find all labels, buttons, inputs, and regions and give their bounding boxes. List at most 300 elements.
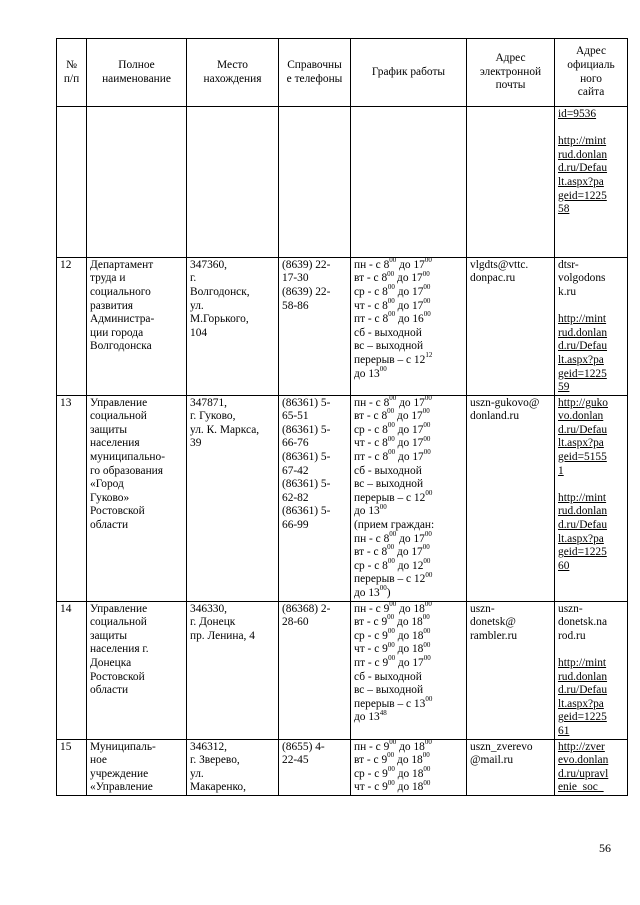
schedule-text: перерыв – с 12 bbox=[354, 491, 426, 504]
website-link[interactable]: geid=1225 bbox=[558, 546, 607, 559]
schedule-line bbox=[354, 310, 464, 327]
schedule-text: вс – выходной bbox=[354, 684, 424, 697]
website-link[interactable]: http://guko bbox=[558, 396, 608, 409]
org-name-line: Ростовской bbox=[90, 670, 145, 683]
org-address-line: ул. bbox=[190, 299, 204, 312]
org-address-cell bbox=[187, 257, 279, 395]
row-number: 12 bbox=[57, 257, 87, 395]
schedule-minutes: 00 bbox=[387, 640, 395, 649]
header-text-line: Справочны bbox=[287, 58, 342, 71]
schedule-minutes: 00 bbox=[425, 694, 433, 703]
schedule-line bbox=[354, 489, 464, 506]
org-name-cell bbox=[87, 257, 187, 395]
schedule-line bbox=[354, 327, 464, 341]
website-link[interactable]: http://zver bbox=[558, 740, 605, 753]
schedule-text: до 17 bbox=[394, 410, 423, 423]
schedule-line bbox=[354, 529, 464, 547]
org-phone-line: (86361) 5- bbox=[282, 451, 331, 464]
schedule-minutes: 00 bbox=[389, 255, 397, 264]
schedule-minutes: 00 bbox=[423, 296, 431, 305]
header-email bbox=[467, 39, 555, 107]
schedule-text: вс – выходной bbox=[354, 340, 424, 353]
website-link[interactable]: evo.donlan bbox=[558, 754, 609, 767]
schedule-text: до 13 bbox=[354, 367, 380, 380]
org-name-line: Управление bbox=[90, 602, 148, 615]
schedule-line bbox=[354, 694, 464, 712]
schedule-line bbox=[354, 283, 464, 300]
org-name-line: Волгодонска bbox=[90, 340, 152, 353]
website-link[interactable]: geid=5155 bbox=[558, 451, 607, 464]
schedule-text: до 13 bbox=[354, 505, 380, 518]
website-link[interactable]: d.ru/upravl bbox=[558, 767, 609, 780]
org-phone-line: (8639) 22- bbox=[282, 285, 331, 298]
schedule-line bbox=[354, 654, 464, 671]
email-line: @mail.ru bbox=[470, 754, 514, 767]
website-link[interactable]: lt.aspx?pa bbox=[558, 532, 604, 545]
schedule-line bbox=[354, 502, 464, 519]
header-text-line: наименование bbox=[102, 72, 171, 85]
schedule-minutes: 00 bbox=[387, 626, 395, 635]
schedule-minutes: 00 bbox=[387, 407, 395, 416]
schedule-line bbox=[354, 737, 464, 755]
schedule-minutes: 00 bbox=[389, 529, 397, 538]
schedule-text: до 16 bbox=[395, 313, 424, 326]
website-cell bbox=[555, 395, 628, 601]
schedule-text: до 17 bbox=[396, 396, 425, 409]
schedule-line bbox=[354, 570, 464, 587]
org-phone-line: 67-42 bbox=[282, 464, 309, 477]
website-cell bbox=[555, 107, 628, 258]
org-address-line: пр. Ленина, 4 bbox=[190, 629, 255, 642]
schedule-line bbox=[354, 626, 464, 644]
schedule-minutes: 12 bbox=[425, 351, 433, 360]
org-phone-line: 28-60 bbox=[282, 616, 309, 629]
org-phone-line: 17-30 bbox=[282, 272, 309, 285]
schedule-line bbox=[354, 671, 464, 685]
schedule-text: ) bbox=[386, 587, 391, 599]
org-name-line: го образования bbox=[90, 464, 164, 477]
table-row bbox=[57, 107, 628, 258]
schedule-line bbox=[354, 684, 464, 698]
row-number: 13 bbox=[57, 395, 87, 601]
header-text-line: сайта bbox=[577, 86, 605, 99]
header-num bbox=[57, 39, 87, 107]
schedule-text: чт - с 9 bbox=[354, 643, 388, 656]
website-text: dtsr- bbox=[558, 258, 579, 271]
schedule-text: ср - с 8 bbox=[354, 423, 388, 436]
website-link[interactable]: rud.donlan bbox=[558, 326, 608, 339]
schedule-minutes: 00 bbox=[387, 434, 395, 443]
org-name-line: труда и bbox=[90, 272, 126, 285]
schedule-cell bbox=[351, 395, 467, 601]
org-address-line: ул. К. Маркса, bbox=[190, 423, 260, 436]
header-name bbox=[87, 39, 187, 107]
org-name-line: социального bbox=[90, 285, 151, 298]
schedule-minutes: 00 bbox=[424, 255, 432, 264]
schedule-text: чт - с 9 bbox=[354, 781, 388, 794]
website-link[interactable]: 58 bbox=[558, 203, 570, 216]
schedule-line bbox=[354, 465, 464, 479]
schedule-text: до 17 bbox=[394, 285, 424, 298]
org-name-line: Управление bbox=[90, 396, 148, 409]
org-phone-cell bbox=[279, 107, 351, 258]
schedule-text: перерыв – с 13 bbox=[354, 697, 426, 710]
org-address-line: М.Горького, bbox=[190, 313, 249, 326]
schedule-text: пт - с 8 bbox=[354, 313, 389, 326]
schedule-text: пн - с 8 bbox=[354, 396, 390, 409]
website-link[interactable]: geid=1225 bbox=[558, 367, 607, 380]
schedule-line bbox=[354, 478, 464, 492]
schedule-minutes: 00 bbox=[388, 310, 396, 319]
schedule-text: до 17 bbox=[394, 272, 423, 285]
schedule-minutes: 00 bbox=[389, 393, 397, 402]
schedule-minutes: 00 bbox=[379, 584, 387, 593]
email-line: uszn-gukovo@ bbox=[470, 396, 540, 409]
website-link[interactable]: rud.donlan bbox=[558, 505, 608, 518]
org-name-line: области bbox=[90, 519, 129, 532]
website-link[interactable]: http://mint bbox=[558, 135, 607, 148]
page-number: 56 bbox=[599, 841, 611, 855]
website-link[interactable]: 1 bbox=[558, 464, 564, 477]
website-text: rod.ru bbox=[558, 629, 586, 642]
header-text-line: п/п bbox=[63, 72, 80, 85]
schedule-line bbox=[354, 708, 464, 725]
schedule-minutes: 00 bbox=[425, 570, 433, 579]
schedule-line bbox=[354, 599, 464, 617]
table-row bbox=[57, 257, 628, 395]
header-text-line: официаль bbox=[567, 58, 615, 71]
org-name-line: Донецка bbox=[90, 656, 132, 669]
schedule-text: вс – выходной bbox=[354, 478, 424, 491]
schedule-line bbox=[354, 364, 464, 382]
schedule-text: до 13 bbox=[354, 711, 380, 724]
website-link[interactable]: geid=1225 bbox=[558, 711, 607, 724]
schedule-minutes: 00 bbox=[387, 421, 395, 430]
schedule-minutes: 00 bbox=[388, 448, 396, 457]
org-address-line: г. bbox=[190, 272, 197, 285]
header-schedule bbox=[351, 39, 467, 107]
website-link[interactable]: lt.aspx?pa bbox=[558, 175, 604, 188]
email-cell bbox=[467, 739, 555, 795]
org-name-line: «Управление bbox=[90, 781, 153, 794]
website-cell bbox=[555, 739, 628, 795]
schedule-text: перерыв – с 12 bbox=[354, 353, 426, 366]
org-address-line: 39 bbox=[190, 437, 202, 450]
org-phone-cell bbox=[279, 739, 351, 795]
website-link[interactable]: http://mint bbox=[558, 313, 607, 326]
schedule-minutes: 00 bbox=[379, 502, 387, 511]
org-phone-cell bbox=[279, 257, 351, 395]
email-line: uszn_zverevo bbox=[470, 740, 533, 753]
institutions-table bbox=[56, 38, 628, 796]
website-link[interactable]: geid=1225 bbox=[558, 189, 607, 202]
schedule-minutes: 00 bbox=[422, 269, 430, 278]
schedule-line bbox=[354, 340, 464, 354]
email-cell bbox=[467, 601, 555, 739]
org-phone-line: 66-76 bbox=[282, 437, 309, 450]
schedule-minutes: 00 bbox=[423, 557, 431, 566]
schedule-minutes: 00 bbox=[379, 364, 387, 373]
website-link[interactable]: lt.aspx?pa bbox=[558, 353, 604, 366]
header-text-line: График работы bbox=[371, 65, 446, 78]
schedule-text: пн - с 8 bbox=[354, 532, 390, 545]
website-link[interactable]: 59 bbox=[558, 381, 570, 394]
schedule-line bbox=[354, 448, 464, 465]
org-address-line: г. Гуково, bbox=[190, 410, 236, 423]
website-text: uszn- bbox=[558, 602, 583, 615]
schedule-line bbox=[354, 393, 464, 411]
schedule-text: до 18 bbox=[394, 781, 424, 794]
org-name-line: области bbox=[90, 684, 129, 697]
org-address-line: 346330, bbox=[190, 602, 228, 615]
org-phone-line: (8639) 22- bbox=[282, 258, 331, 271]
website-link[interactable]: d.ru/Defau bbox=[558, 423, 608, 436]
org-phone-cell bbox=[279, 395, 351, 601]
schedule-text: до 18 bbox=[394, 754, 423, 767]
org-address-cell bbox=[187, 739, 279, 795]
schedule-minutes: 00 bbox=[423, 310, 431, 319]
schedule-minutes: 00 bbox=[425, 489, 433, 498]
org-address-cell bbox=[187, 107, 279, 258]
email-line: uszn- bbox=[470, 602, 495, 615]
website-link[interactable]: rud.donlan bbox=[558, 148, 608, 161]
email-line: rambler.ru bbox=[470, 629, 518, 642]
email-cell bbox=[467, 107, 555, 258]
schedule-text: ср - с 9 bbox=[354, 767, 388, 780]
org-phone-line: 58-86 bbox=[282, 299, 309, 312]
email-cell bbox=[467, 395, 555, 601]
website-link[interactable]: lt.aspx?pa bbox=[558, 697, 604, 710]
schedule-text: до 17 bbox=[394, 299, 424, 312]
schedule-line bbox=[354, 296, 464, 314]
org-phone-line: 66-99 bbox=[282, 519, 309, 532]
email-cell bbox=[467, 257, 555, 395]
schedule-minutes: 00 bbox=[423, 764, 431, 773]
schedule-minutes: 00 bbox=[387, 778, 395, 787]
schedule-text: (прием граждан: bbox=[354, 519, 435, 532]
schedule-line bbox=[354, 255, 464, 273]
schedule-minutes: 00 bbox=[424, 393, 432, 402]
website-link[interactable]: http://mint bbox=[558, 656, 607, 669]
table-row bbox=[57, 395, 628, 601]
org-name-cell bbox=[87, 739, 187, 795]
schedule-text: до 18 bbox=[394, 629, 424, 642]
org-phone-line: (86361) 5- bbox=[282, 478, 331, 491]
schedule-text: перерыв – с 12 bbox=[354, 573, 426, 586]
schedule-text: ср - с 9 bbox=[354, 629, 388, 642]
schedule-minutes: 00 bbox=[422, 613, 430, 622]
header-phone bbox=[279, 39, 351, 107]
schedule-minutes: 00 bbox=[422, 543, 430, 552]
website-link[interactable]: 61 bbox=[558, 724, 570, 737]
schedule-line bbox=[354, 613, 464, 630]
schedule-text: сб - выходной bbox=[354, 670, 422, 683]
org-name-line: защиты bbox=[90, 629, 128, 642]
schedule-text: до 17 bbox=[394, 437, 424, 450]
schedule-text: до 18 bbox=[394, 767, 424, 780]
schedule-text: до 17 bbox=[396, 532, 425, 545]
org-address-cell bbox=[187, 601, 279, 739]
spacer bbox=[558, 478, 625, 492]
website-link[interactable]: vo.donlan bbox=[558, 410, 604, 423]
org-name-line: защиты bbox=[90, 423, 128, 436]
header-text-line: электронной bbox=[479, 65, 542, 78]
org-name-line: ное bbox=[90, 754, 107, 767]
spacer bbox=[558, 300, 625, 314]
schedule-minutes: 00 bbox=[387, 283, 395, 292]
schedule-text: чт - с 8 bbox=[354, 437, 388, 450]
schedule-minutes: 00 bbox=[423, 778, 431, 787]
org-name-line: учреждение bbox=[90, 767, 149, 780]
org-address-line: Волгодонск, bbox=[190, 285, 250, 298]
schedule-line bbox=[354, 421, 464, 438]
website-link[interactable]: d.ru/Defau bbox=[558, 162, 608, 175]
schedule-line bbox=[354, 557, 464, 574]
schedule-text: до 17 bbox=[394, 423, 424, 436]
schedule-minutes: 00 bbox=[423, 283, 431, 292]
schedule-minutes: 00 bbox=[423, 626, 431, 635]
org-address-line: г. Донецк bbox=[190, 616, 236, 629]
schedule-line bbox=[354, 543, 464, 560]
schedule-line bbox=[354, 764, 464, 782]
schedule-cell bbox=[351, 107, 467, 258]
schedule-minutes: 00 bbox=[423, 434, 431, 443]
schedule-minutes: 00 bbox=[423, 448, 431, 457]
schedule-text: пт - с 8 bbox=[354, 451, 389, 464]
org-phone-line: 62-82 bbox=[282, 491, 309, 504]
schedule-text: до 17 bbox=[395, 451, 424, 464]
website-link[interactable]: lt.aspx?pa bbox=[558, 437, 604, 450]
org-name-line: муниципально- bbox=[90, 451, 166, 464]
schedule-line bbox=[354, 640, 464, 657]
org-address-line: г. Зверево, bbox=[190, 754, 240, 767]
org-name-line: «Город bbox=[90, 478, 124, 491]
website-text: k.ru bbox=[558, 285, 577, 298]
website-cell bbox=[555, 257, 628, 395]
schedule-minutes: 00 bbox=[387, 764, 395, 773]
org-name-line: Департамент bbox=[90, 258, 154, 271]
table-header-row bbox=[57, 39, 628, 107]
schedule-minutes: 00 bbox=[389, 599, 397, 608]
org-phone-line: (8655) 4- bbox=[282, 740, 325, 753]
header-text-line: е телефоны bbox=[286, 72, 343, 85]
schedule-line bbox=[354, 351, 464, 368]
row-number: 15 bbox=[57, 739, 87, 795]
org-name-cell bbox=[87, 395, 187, 601]
schedule-minutes: 00 bbox=[422, 751, 430, 760]
org-address-line: 347871, bbox=[190, 396, 228, 409]
org-phone-line: (86361) 5- bbox=[282, 505, 331, 518]
org-phone-line: 22-45 bbox=[282, 754, 309, 767]
org-phone-line: (86361) 5- bbox=[282, 423, 331, 436]
schedule-text: вт - с 8 bbox=[354, 410, 388, 423]
schedule-line bbox=[354, 584, 464, 601]
schedule-text: пт - с 9 bbox=[354, 656, 389, 669]
spacer bbox=[558, 122, 625, 136]
org-phone-line: (86361) 5- bbox=[282, 396, 331, 409]
spacer bbox=[558, 643, 625, 657]
org-address-line: 347360, bbox=[190, 258, 228, 271]
org-name-cell bbox=[87, 601, 187, 739]
schedule-line bbox=[354, 778, 464, 795]
schedule-text: до 18 bbox=[394, 643, 424, 656]
header-text-line: Место bbox=[217, 58, 248, 71]
schedule-text: до 17 bbox=[396, 258, 425, 271]
row-number bbox=[57, 107, 87, 258]
website-link[interactable]: 60 bbox=[558, 559, 570, 572]
org-name-line: социальной bbox=[90, 410, 147, 423]
org-phone-line: (86368) 2- bbox=[282, 602, 331, 615]
website-link[interactable]: d.ru/Defau bbox=[558, 519, 608, 532]
schedule-minutes: 00 bbox=[423, 421, 431, 430]
email-line: donland.ru bbox=[470, 410, 520, 423]
org-name-line: Гуково» bbox=[90, 491, 130, 504]
schedule-minutes: 48 bbox=[379, 708, 387, 717]
schedule-line bbox=[354, 269, 464, 286]
row-number: 14 bbox=[57, 601, 87, 739]
header-place bbox=[187, 39, 279, 107]
org-address-cell bbox=[187, 395, 279, 601]
website-link[interactable]: enie_soc_ bbox=[558, 781, 604, 794]
website-cell bbox=[555, 601, 628, 739]
schedule-text: до 12 bbox=[394, 559, 424, 572]
schedule-text: до 17 bbox=[395, 656, 424, 669]
email-line: donetsk@ bbox=[470, 616, 516, 629]
website-link[interactable]: d.ru/Defau bbox=[558, 340, 608, 353]
schedule-text: чт - с 8 bbox=[354, 299, 388, 312]
website-text: donetsk.na bbox=[558, 616, 608, 629]
org-address-line: 104 bbox=[190, 326, 208, 339]
schedule-text: до 18 bbox=[396, 602, 425, 615]
schedule-minutes: 00 bbox=[424, 737, 432, 746]
schedule-line bbox=[354, 434, 464, 451]
schedule-minutes: 00 bbox=[389, 737, 397, 746]
website-link[interactable]: id=9536 bbox=[558, 108, 597, 120]
schedule-text: вт - с 8 bbox=[354, 546, 388, 559]
schedule-minutes: 00 bbox=[387, 613, 395, 622]
schedule-cell bbox=[351, 739, 467, 795]
schedule-text: до 17 bbox=[394, 546, 423, 559]
schedule-text: до 13 bbox=[354, 587, 380, 599]
schedule-minutes: 00 bbox=[387, 557, 395, 566]
website-link[interactable]: rud.donlan bbox=[558, 670, 608, 683]
email-line: donpac.ru bbox=[470, 272, 516, 285]
schedule-minutes: 00 bbox=[424, 529, 432, 538]
website-link[interactable]: d.ru/Defau bbox=[558, 684, 608, 697]
schedule-text: сб - выходной bbox=[354, 326, 422, 339]
org-name-cell bbox=[87, 107, 187, 258]
website-link[interactable]: http://mint bbox=[558, 491, 607, 504]
org-phone-cell bbox=[279, 601, 351, 739]
header-text-line: Адрес bbox=[495, 52, 526, 65]
schedule-line bbox=[354, 751, 464, 768]
header-text-line: нахождения bbox=[203, 72, 262, 85]
org-name-line: ции города bbox=[90, 326, 144, 339]
schedule-minutes: 00 bbox=[387, 296, 395, 305]
schedule-text: ср - с 8 bbox=[354, 559, 388, 572]
table-row bbox=[57, 601, 628, 739]
schedule-text: пн - с 8 bbox=[354, 258, 390, 271]
schedule-text: пн - с 9 bbox=[354, 740, 390, 753]
schedule-line bbox=[354, 407, 464, 424]
org-name-line: социальной bbox=[90, 616, 147, 629]
org-name-line: Ростовской bbox=[90, 505, 145, 518]
schedule-minutes: 00 bbox=[424, 599, 432, 608]
schedule-cell bbox=[351, 601, 467, 739]
table-row bbox=[57, 739, 628, 795]
schedule-text: пн - с 9 bbox=[354, 602, 390, 615]
org-address-line: Макаренко, bbox=[190, 781, 246, 794]
